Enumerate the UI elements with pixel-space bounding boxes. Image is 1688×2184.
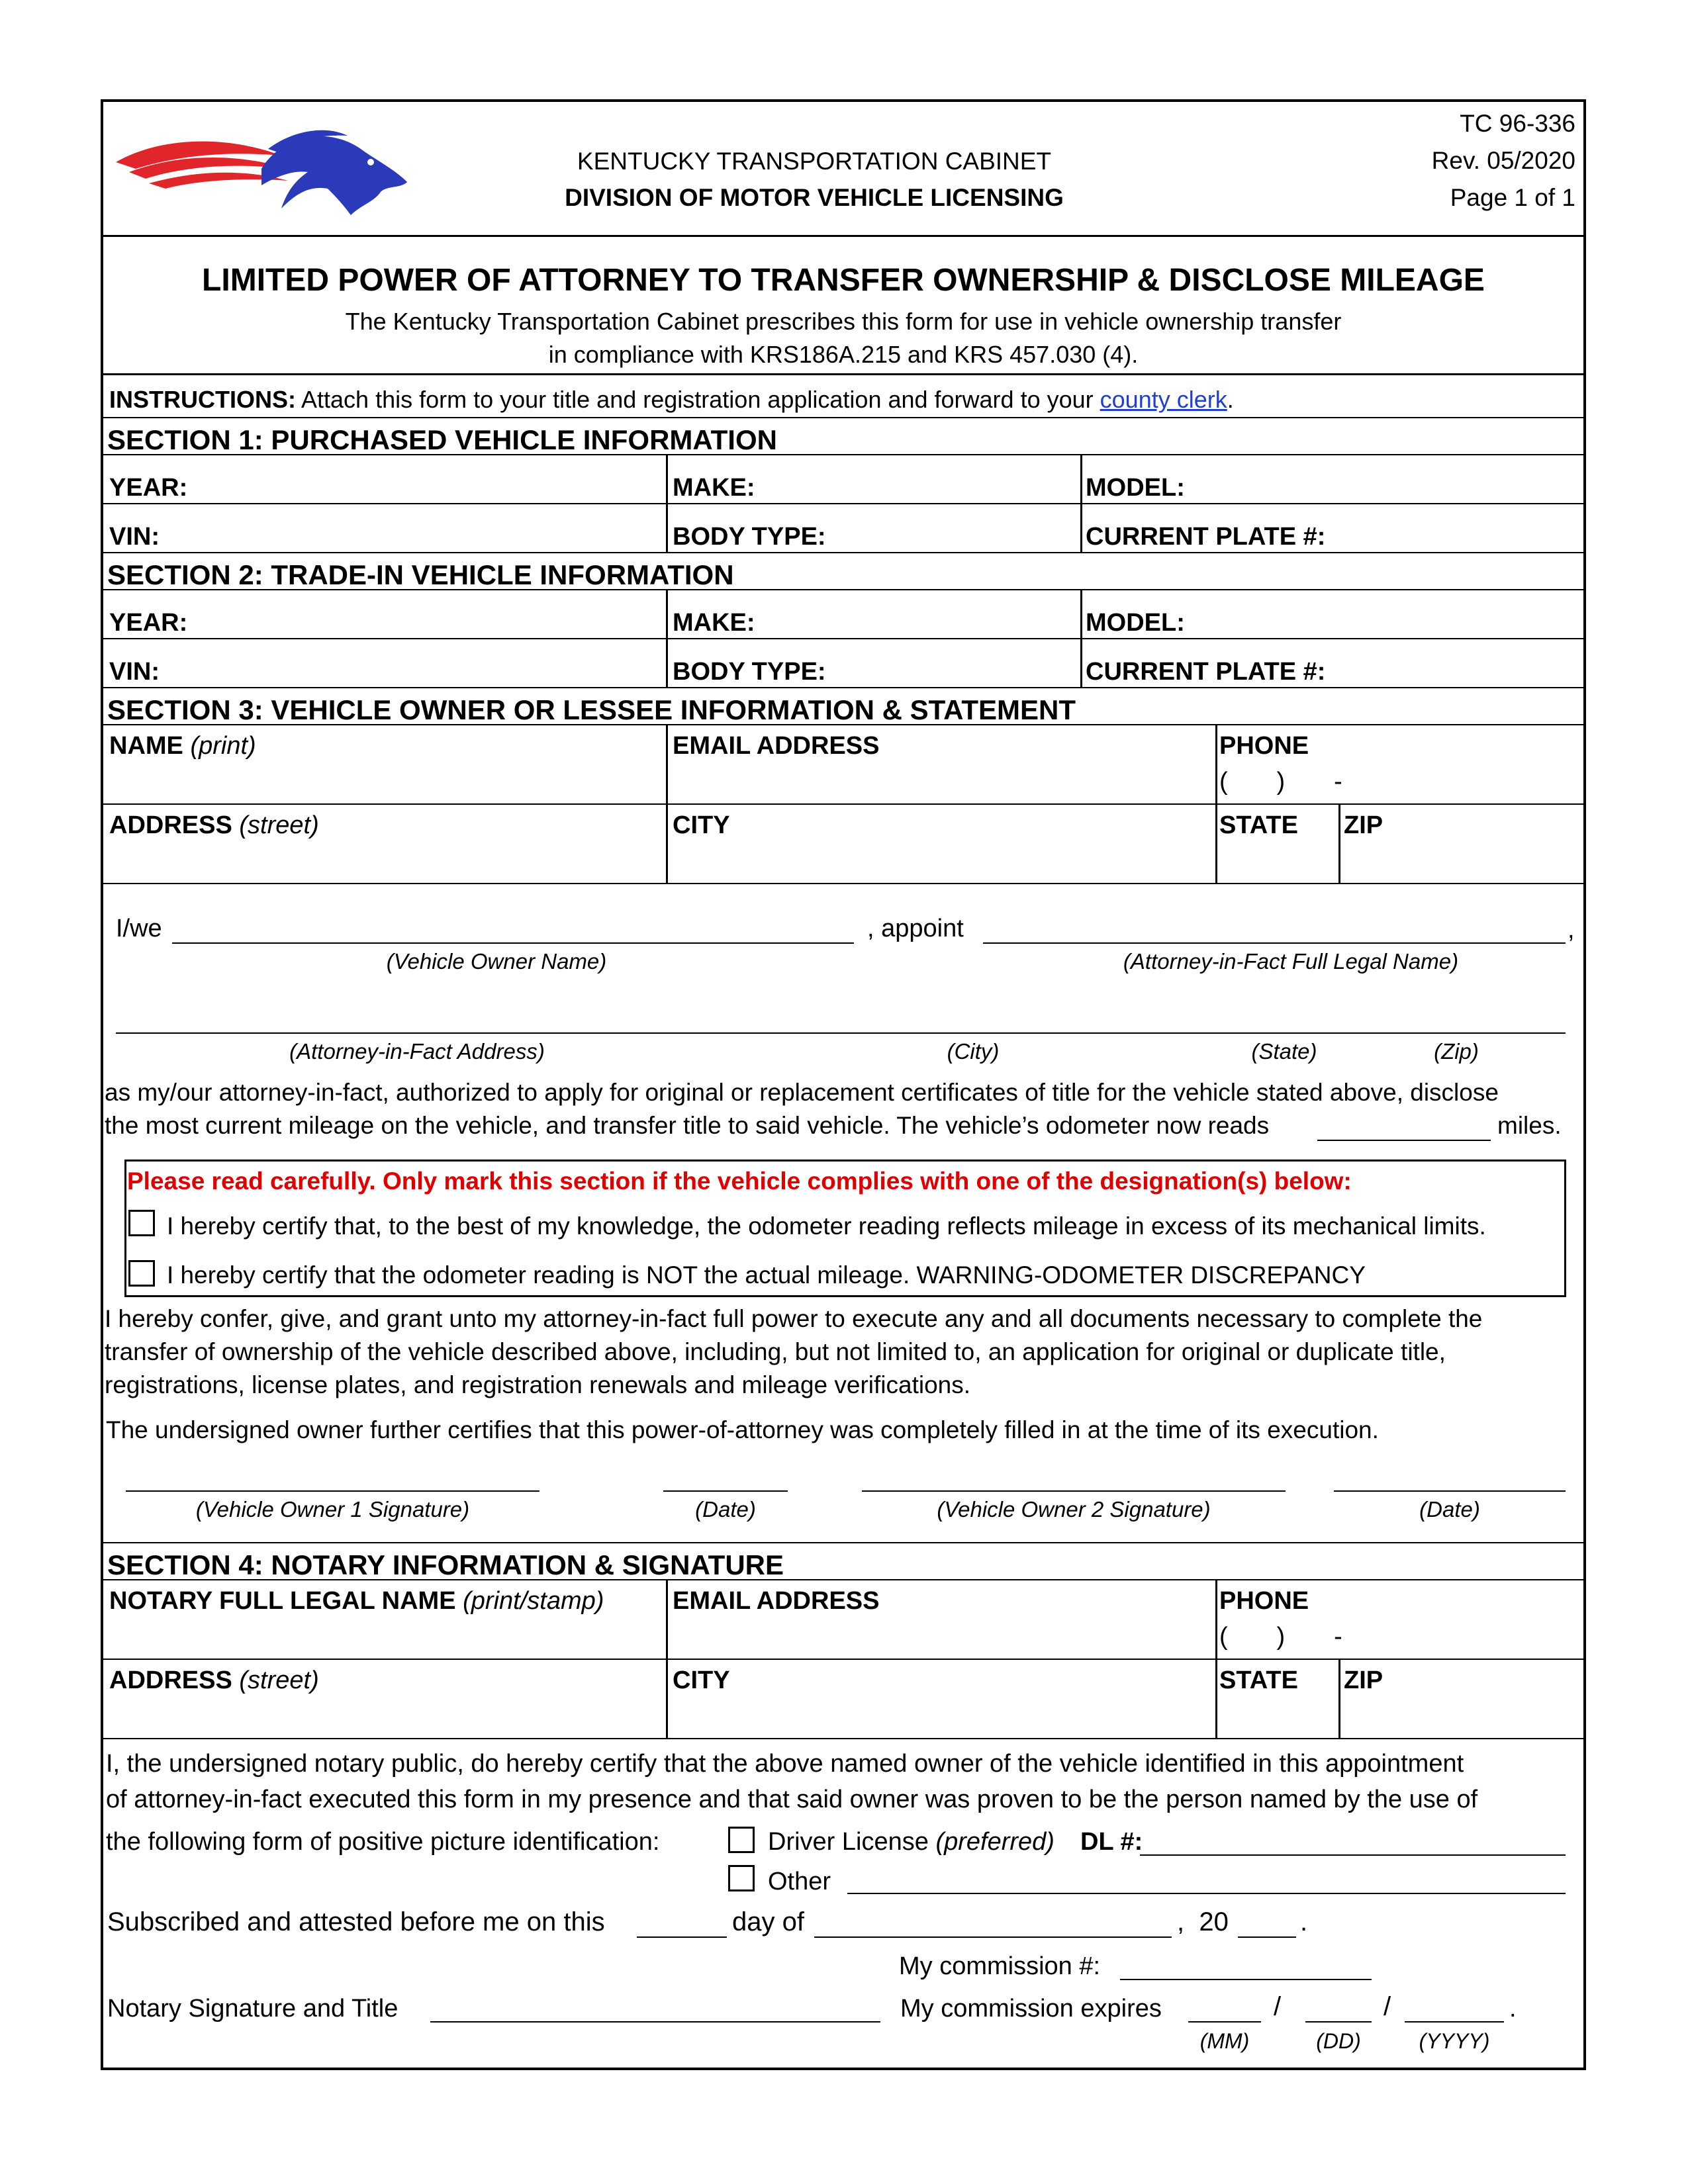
commission-number-label: My commission #: [899, 1952, 1101, 1980]
aif-name-line[interactable] [983, 942, 1566, 944]
s2-make-label: MAKE: [673, 609, 755, 637]
section1-title: SECTION 1: PURCHASED VEHICLE INFORMATION [107, 424, 777, 455]
form-subtitle-line2: in compliance with KRS186A.215 and KRS 457.030 (4). [548, 341, 1139, 368]
expires-period: . [1509, 1995, 1517, 2023]
miles-text: miles. [1497, 1112, 1562, 1139]
other-id-line[interactable] [847, 1893, 1566, 1894]
s3-phone-format: ( ) - [1219, 768, 1342, 796]
instructions-text: Attach this form to your title and registration application and forward to your [301, 386, 1094, 413]
s4-email-label: EMAIL ADDRESS [673, 1587, 880, 1615]
mm-caption: (MM) [1199, 2029, 1250, 2053]
s1-vin-label: VIN: [109, 523, 160, 551]
s4-state-label: STATE [1219, 1666, 1298, 1694]
month-line[interactable] [814, 1936, 1172, 1938]
aif-name-caption: (Attorney-in-Fact Full Legal Name) [1123, 949, 1459, 974]
s3-phone-label: PHONE [1219, 732, 1309, 760]
section2-title: SECTION 2: TRADE-IN VEHICLE INFORMATION [107, 559, 734, 590]
owner2-signature-caption: (Vehicle Owner 2 Signature) [937, 1497, 1211, 1522]
aif-address-line[interactable] [116, 1032, 1566, 1034]
form-title: LIMITED POWER OF ATTORNEY TO TRANSFER OWNERSHIP & DISCLOSE MILEAGE [202, 263, 1485, 298]
other-id-option: Other [768, 1868, 831, 1895]
dl-number-label: DL #: [1080, 1828, 1143, 1856]
form-number: TC 96-336 [1460, 110, 1575, 137]
confer-line2: transfer of ownership of the vehicle described above, including, but not limited to, an application for original or duplicate title, [105, 1338, 1446, 1365]
owner-name-caption: (Vehicle Owner Name) [386, 949, 607, 974]
revision-date: Rev. 05/2020 [1431, 147, 1575, 174]
notary-signature-line[interactable] [430, 2021, 880, 2023]
s2-year-label: YEAR: [109, 609, 188, 637]
period-text: . [1300, 1907, 1308, 1936]
s4-phone-format: ( ) - [1219, 1623, 1342, 1651]
driver-license-checkbox[interactable] [728, 1827, 755, 1853]
s3-zip-label: ZIP [1344, 811, 1383, 839]
appoint-text: , appoint [867, 915, 964, 942]
subscribed-text: Subscribed and attested before me on this [107, 1907, 605, 1936]
notary-line2: of attorney-in-fact executed this form in my presence and that said owner was proven to be the person named by the use of [106, 1786, 1478, 1813]
s4-phone-label: PHONE [1219, 1587, 1309, 1615]
s2-model-label: MODEL: [1086, 609, 1185, 637]
aif-address-caption: (Attorney-in-Fact Address) [289, 1039, 545, 1064]
section3-title: SECTION 3: VEHICLE OWNER OR LESSEE INFORMATION & STATEMENT [107, 694, 1076, 725]
s4-zip-label: ZIP [1344, 1666, 1383, 1694]
not-actual-mileage-text: I hereby certify that the odometer reading is NOT the actual mileage. WARNING-ODOMETER DISCREPANCY [167, 1261, 1366, 1289]
s3-address-field-label: ADDRESS (street) [109, 811, 319, 839]
commission-number-line[interactable] [1120, 1979, 1372, 1980]
year-line[interactable] [1238, 1936, 1296, 1938]
agency-name: KENTUCKY TRANSPORTATION CABINET [577, 148, 1052, 175]
dd-caption: (DD) [1316, 2029, 1361, 2053]
owner2-signature-line[interactable] [862, 1490, 1286, 1492]
statement-line1: as my/our attorney-in-fact, authorized to apply for original or replacement certificates of title for the vehicle stated above, disclose [105, 1079, 1499, 1106]
year-prefix: , 20 [1177, 1907, 1229, 1936]
comma-text: , [1568, 916, 1575, 944]
s1-model-label: MODEL: [1086, 474, 1185, 502]
mechanical-limits-text: I hereby certify that, to the best of my knowledge, the odometer reading reflects mileage in excess of its mechanical limits. [167, 1212, 1486, 1240]
s2-plate-label: CURRENT PLATE #: [1086, 658, 1326, 686]
s3-name-field-label: NAME (print) [109, 732, 256, 760]
s1-year-label: YEAR: [109, 474, 188, 502]
day-of-text: day of [732, 1907, 804, 1936]
zip-caption: (Zip) [1434, 1039, 1479, 1064]
section4-title: SECTION 4: NOTARY INFORMATION & SIGNATURE [107, 1549, 784, 1580]
instructions-label: INSTRUCTIONS: [109, 386, 296, 413]
not-actual-mileage-checkbox[interactable] [128, 1260, 155, 1287]
driver-license-option: Driver License (preferred) [768, 1828, 1055, 1856]
iwe-text: I/we [116, 915, 162, 942]
owner1-date-line[interactable] [663, 1490, 788, 1492]
odometer-reading-line[interactable] [1317, 1140, 1491, 1141]
commission-expires-label: My commission expires [900, 1995, 1162, 2023]
owner2-date-line[interactable] [1334, 1490, 1566, 1492]
notary-signature-label: Notary Signature and Title [107, 1995, 399, 2023]
state-caption: (State) [1251, 1039, 1317, 1064]
slash-1: / [1274, 1992, 1282, 2021]
owner2-date-caption: (Date) [1419, 1497, 1480, 1522]
page-number: Page 1 of 1 [1450, 184, 1575, 211]
s2-vin-label: VIN: [109, 658, 160, 686]
s3-city-label: CITY [673, 811, 730, 839]
s2-body-type-label: BODY TYPE: [673, 658, 826, 686]
s1-plate-label: CURRENT PLATE #: [1086, 523, 1326, 551]
s4-address-field-label: ADDRESS (street) [109, 1666, 319, 1694]
statement-line2: the most current mileage on the vehicle, and transfer title to said vehicle. The vehicle’s odometer now reads [105, 1112, 1270, 1139]
owner-name-line[interactable] [172, 942, 854, 944]
notary-line3: the following form of positive picture identification: [106, 1828, 660, 1856]
confer-line1: I hereby confer, give, and grant unto my attorney-in-fact full power to execute any and all documents necessary to complete the [105, 1305, 1483, 1332]
form-subtitle-line1: The Kentucky Transportation Cabinet prescribes this form for use in vehicle ownership transfer [345, 308, 1342, 335]
owner1-date-caption: (Date) [695, 1497, 756, 1522]
expires-yyyy-line[interactable] [1405, 2021, 1504, 2023]
expires-mm-line[interactable] [1188, 2021, 1261, 2023]
county-clerk-link[interactable]: county clerk [1100, 386, 1227, 413]
notary-line1: I, the undersigned notary public, do hereby certify that the above named owner of the vehicle identified in this appointment [106, 1750, 1464, 1778]
dl-number-line[interactable] [1140, 1854, 1566, 1856]
owner1-signature-caption: (Vehicle Owner 1 Signature) [195, 1497, 470, 1522]
s4-city-label: CITY [673, 1666, 730, 1694]
instructions: INSTRUCTIONS: Attach this form to your title and registration application and forward to your county clerk. [109, 386, 1234, 413]
s3-email-label: EMAIL ADDRESS [673, 732, 880, 760]
s1-body-type-label: BODY TYPE: [673, 523, 826, 551]
mechanical-limits-checkbox[interactable] [128, 1210, 155, 1236]
expires-dd-line[interactable] [1305, 2021, 1372, 2023]
confer-line3: registrations, license plates, and registration renewals and mileage verifications. [105, 1371, 971, 1398]
warning-text: Please read carefully. Only mark this section if the vehicle complies with one of the designation(s) below: [127, 1167, 1352, 1195]
division-name: DIVISION OF MOTOR VEHICLE LICENSING [565, 184, 1064, 211]
s1-make-field[interactable] [669, 457, 1078, 500]
yyyy-caption: (YYYY) [1419, 2029, 1490, 2053]
slash-2: / [1383, 1992, 1391, 2021]
certify-text: The undersigned owner further certifies that this power-of-attorney was completely filled in at the time of its execution. [106, 1416, 1379, 1443]
city-caption: (City) [947, 1039, 1000, 1064]
s4-name-field-label: NOTARY FULL LEGAL NAME (print/stamp) [109, 1587, 604, 1615]
s1-make-label: MAKE: [673, 474, 755, 502]
other-id-checkbox[interactable] [728, 1865, 755, 1891]
day-line[interactable] [637, 1936, 727, 1938]
s3-state-label: STATE [1219, 811, 1298, 839]
owner1-signature-line[interactable] [126, 1490, 539, 1492]
